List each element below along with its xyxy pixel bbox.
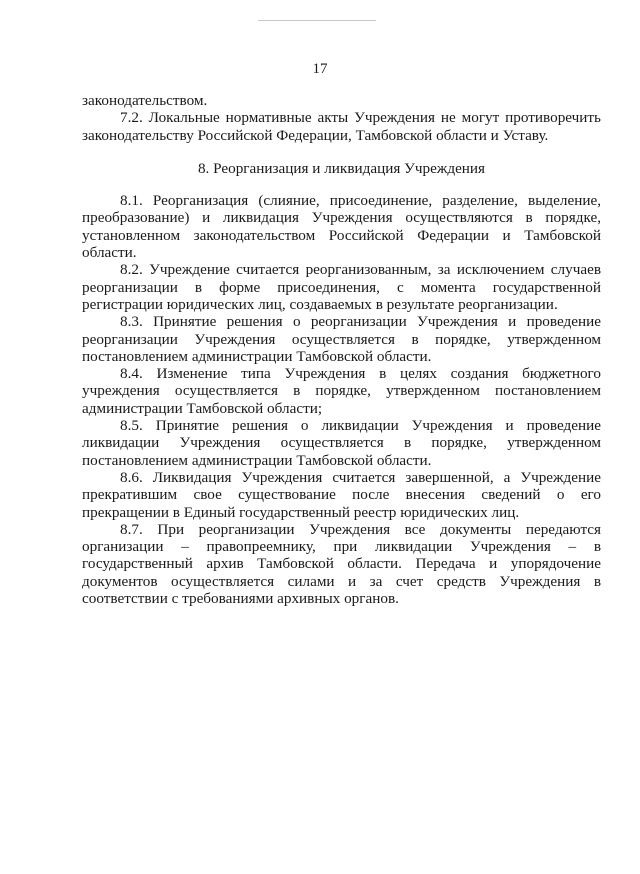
document-body xyxy=(82,92,601,607)
paragraph-8-5: 8.5. Принятие решения о ликвидации Учреждения и проведение ликвидации Учреждения осуществляется в порядке, утвержденном постановлением администрации Тамбовской области. xyxy=(82,417,601,469)
section-heading: 8. Реорганизация и ликвидация Учреждения xyxy=(197,159,486,177)
paragraph-8-3: 8.3. Принятие решения о реорганизации Учреждения и проведение реорганизации Учреждения осуществляется в порядке, утвержденном постановлением администрации Тамбовской области. xyxy=(82,313,601,365)
paragraph-7-2: 7.2. Локальные нормативные акты Учреждения не могут противоречить законодательству Российской Федерации, Тамбовской области и Уставу. xyxy=(82,109,601,144)
paragraph-8-7: 8.7. При реорганизации Учреждения все документы передаются организации – правопреемнику, при ликвидации Учреждения – в государственный архив Тамбовской области. Передача и упорядочение документов осуществляется силами и за счет средств Учреждения в соответствии с требованиями архивных органов. xyxy=(82,520,601,608)
paragraph-8-4: 8.4. Изменение типа Учреждения в целях создания бюджетного учреждения осуществляется в порядке, утвержденном постановлением администрации Тамбовской области; xyxy=(82,365,601,417)
paragraph-continuation: законодательством. xyxy=(82,92,208,109)
top-scan-rule xyxy=(258,20,376,21)
paragraph-8-2: 8.2. Учреждение считается реорганизованным, за исключением случаев реорганизации в форме присоединения, с момента государственной регистрации юридических лиц, создаваемых в результате реорганизации. xyxy=(82,261,601,313)
paragraph-8-6: 8.6. Ликвидация Учреждения считается завершенной, а Учреждение прекратившим свое существование после внесения сведений о его прекращении в Единый государственный реестр юридических лиц. xyxy=(82,468,601,521)
page-number: 17 xyxy=(312,61,328,77)
paragraph-8-1: 8.1. Реорганизация (слияние, присоединение, разделение, выделение, преобразование) и ликвидация Учреждения осуществляются в порядке, установленном законодательством Российской Федерации и Тамбовской области. xyxy=(82,192,601,262)
